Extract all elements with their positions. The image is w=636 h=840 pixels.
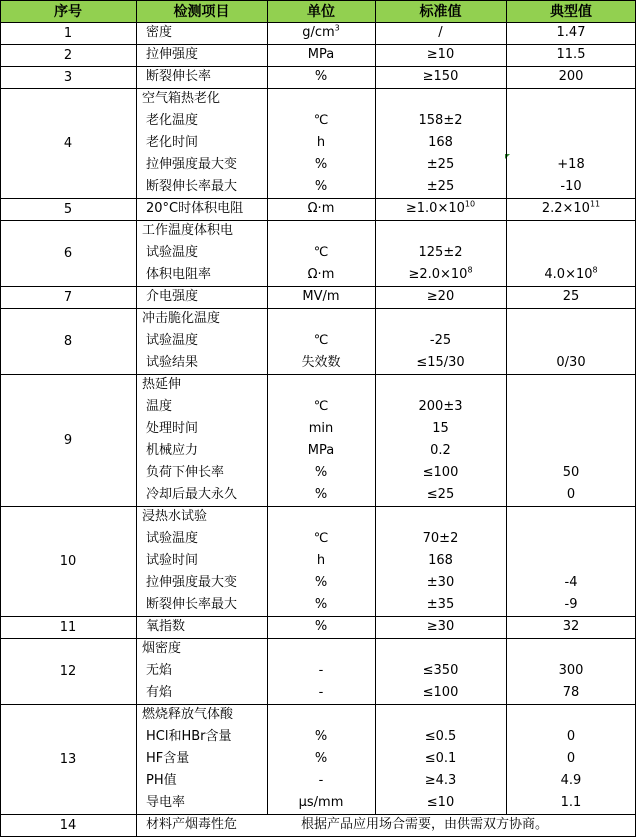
cell-typ: 1.1 [560,795,582,810]
cell-item: 导电率 [146,795,186,810]
cell-typ: 0 [566,751,576,766]
cell-unit: % [314,729,328,744]
cell-std: ≤100 [422,685,459,700]
cell-unit: μs/mm [298,795,344,810]
cell-typ [506,440,636,462]
cell-item: 试验温度 [146,245,199,260]
cell-std [375,308,506,330]
cell-std: ≤100 [422,465,459,480]
cell-unit: - [318,773,324,788]
cell-std: / [438,25,443,40]
row-number: 11 [59,619,77,635]
cell-typ: $4.0\times 10^8$ [544,265,598,282]
cell-item: 介电强度 [146,289,199,304]
cell-item: 无焰 [146,663,173,678]
cell-typ [506,220,636,242]
cell-std: ≤350 [422,663,459,678]
cell-unit [267,506,375,528]
cell-std [375,374,506,396]
column-border [136,0,137,836]
cell-typ [506,396,636,418]
row-number: 14 [59,817,77,833]
cell-item: 烟密度 [142,641,182,656]
cell-unit: Ω·m [307,267,335,282]
column-border [375,0,376,814]
cell-unit: MPa [307,47,335,62]
cell-unit [267,374,375,396]
column-border [506,0,507,814]
row-number: 13 [59,751,77,767]
cell-item: 断裂伸长率最大 [146,179,238,194]
row-number: 8 [63,333,73,349]
cell-unit: % [314,465,328,480]
cell-typ: 32 [562,619,580,634]
cell-item: 断裂伸长率最大 [146,597,238,612]
cell-item: HF含量 [146,751,190,766]
cell-typ: -4 [564,575,578,590]
cell-unit: MV/m [302,289,340,304]
cell-item: 冲击脆化温度 [142,311,221,326]
cell-typ: 50 [562,465,580,480]
cell-item: 负荷下伸长率 [146,465,225,480]
cell-typ [506,308,636,330]
cell-typ [506,374,636,396]
row-number: 1 [63,25,73,41]
cell-unit: ℃ [313,399,329,414]
merged-note: 根据产品应用场合需要，由供需双方协商。 [301,817,549,832]
cell-std [375,638,506,660]
cell-typ: -9 [564,597,578,612]
cell-typ: 300 [558,663,584,678]
row-number: 9 [63,432,73,448]
cell-item: 工作温度体积电 [142,223,234,238]
row-number: 6 [63,245,73,261]
cell-std: 70±2 [422,531,459,546]
cell-std: ≥10 [426,47,455,62]
cell-unit: - [318,685,324,700]
cell-item: 试验温度 [146,531,199,546]
cell-std: 168 [428,135,453,150]
cell-std: ±35 [426,597,455,612]
cell-typ [506,506,636,528]
cell-std: 168 [428,553,453,568]
cell-item: 拉伸强度最大变 [146,157,238,172]
cell-typ: 200 [558,69,584,84]
header-item: 检测项目 [136,0,267,22]
cell-unit: % [314,69,328,84]
cell-typ [506,110,636,132]
cell-item: PH值 [146,773,177,788]
cell-unit: ℃ [313,245,329,260]
cell-unit: % [314,179,328,194]
cell-std: ≥4.3 [424,773,457,788]
cell-typ [506,418,636,440]
cell-std: ≥150 [422,69,459,84]
cell-std: $\ge 1.0\times 10^{10}$ [405,199,476,216]
cell-std: ≤25 [426,487,455,502]
cell-typ [506,88,636,110]
cell-unit [267,88,375,110]
row-number: 3 [63,69,73,85]
cell-std: 158±2 [418,113,463,128]
cell-std: -25 [429,333,452,348]
cell-unit: h [316,553,326,568]
cell-unit: % [314,487,328,502]
cell-unit [267,308,375,330]
cell-std: ≤0.1 [424,751,457,766]
cell-unit: % [314,157,328,172]
cell-unit [267,704,375,726]
cell-typ [506,132,636,154]
cell-typ [506,242,636,264]
row-border [0,0,636,1]
cell-typ: 11.5 [556,47,586,62]
cell-std: ±25 [426,157,455,172]
row-border [0,836,636,837]
cell-unit: - [318,663,324,678]
cell-unit: % [314,597,328,612]
cell-std: ≤0.5 [424,729,457,744]
cell-unit: Ω·m [307,201,335,216]
cell-item: 试验结果 [146,355,199,370]
cell-item: 浸热水试验 [142,509,208,524]
cell-item: 机械应力 [146,443,199,458]
cell-std: 15 [432,421,449,436]
cell-unit [267,220,375,242]
row-number: 12 [59,663,77,679]
cell-typ [506,638,636,660]
cell-std: ±30 [426,575,455,590]
cell-std: 125±2 [418,245,463,260]
cell-std [375,506,506,528]
cell-std: ≥30 [426,619,455,634]
cell-unit: % [314,619,328,634]
cell-unit: h [316,135,326,150]
cell-item: 氧指数 [146,619,186,634]
cell-std [375,220,506,242]
header-typical: 典型值 [506,0,636,22]
header-no: 序号 [0,0,136,22]
cell-unit: ℃ [313,333,329,348]
cell-typ: 78 [562,685,580,700]
cell-typ: 1.47 [556,25,586,40]
cell-unit: ℃ [313,531,329,546]
cell-typ: -10 [560,179,582,194]
cell-std: 0.2 [430,443,451,458]
cell-typ [506,330,636,352]
cell-std: $\ge 2.0\times 10^8$ [408,265,473,282]
row-number: 4 [63,135,73,151]
column-border [0,0,1,836]
cell-typ [506,704,636,726]
cell-unit: min [308,421,334,436]
cell-item: 断裂伸长率 [146,69,212,84]
cell-typ [506,528,636,550]
cell-typ: 25 [562,289,580,304]
cell-typ: +18 [557,157,585,172]
header-unit: 单位 [267,0,375,22]
cell-item: 拉伸强度最大变 [146,575,238,590]
cell-item: 热延伸 [142,377,182,392]
cell-item: 有焰 [146,685,173,700]
header-standard: 标准值 [375,0,506,22]
cell-typ: 0 [566,487,576,502]
cell-std [375,704,506,726]
cell-std: 200±3 [418,399,463,414]
cell-typ: 4.9 [560,773,582,788]
cell-item: 温度 [146,399,173,414]
cell-typ [506,550,636,572]
cell-item: 处理时间 [146,421,199,436]
cell-item: 20°C时体积电阻 [146,201,244,216]
cell-item: 密度 [146,25,173,40]
cell-item: 试验温度 [146,333,199,348]
cell-std: ≤10 [426,795,455,810]
cell-unit [267,638,375,660]
cell-typ: $2.2\times 10^{11}$ [541,199,601,216]
cell-std: ≤15/30 [416,355,465,370]
cell-std: ≥20 [426,289,455,304]
cell-typ: 0/30 [556,355,586,370]
cell-unit: $g/cm^3$ [302,23,340,40]
cell-item: 拉伸强度 [146,47,199,62]
row-number: 10 [59,553,77,569]
cell-unit: % [314,575,328,590]
cell-std: ±25 [426,179,455,194]
cell-item: 试验时间 [146,553,199,568]
cell-std [375,88,506,110]
cell-unit: MPa [307,443,335,458]
cell-item: HCl和HBr含量 [146,729,232,744]
cell-item: 老化时间 [146,135,199,150]
cell-item: 老化温度 [146,113,199,128]
cell-unit: ℃ [313,113,329,128]
cell-item: 冷却后最大永久 [146,487,238,502]
cell-unit: 失效数 [301,355,341,370]
cell-unit: % [314,751,328,766]
row-number: 7 [63,289,73,305]
cell-item: 空气箱热老化 [142,91,221,106]
column-border [267,0,268,814]
row-number: 5 [63,201,73,217]
cell-item: 材料产烟毒性危 [146,817,238,832]
cell-item: 燃烧释放气体酸 [142,707,234,722]
cell-typ: 0 [566,729,576,744]
row-number: 2 [63,47,73,63]
cell-item: 体积电阻率 [146,267,212,282]
